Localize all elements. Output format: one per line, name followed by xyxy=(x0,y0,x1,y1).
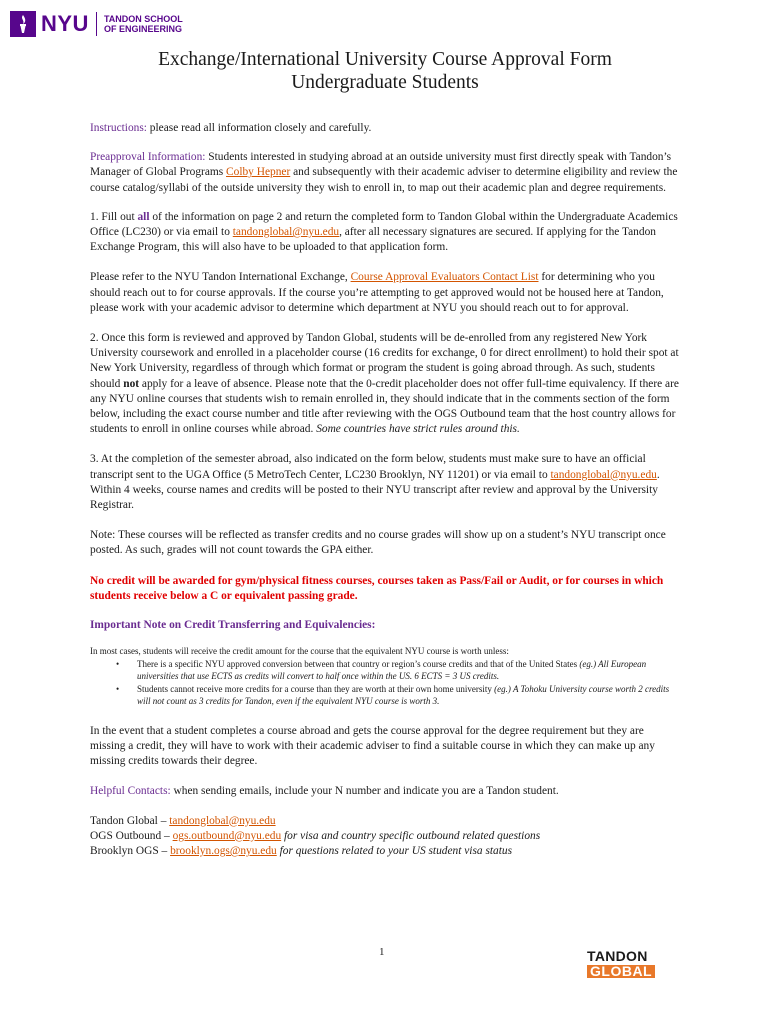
contact-email-link[interactable]: brooklyn.ogs@nyu.edu xyxy=(170,845,277,857)
step3-text-b: . Within 4 weeks, course names and credits will be posted to their NYU transcript after review and approval by the University Registrar. xyxy=(90,468,660,512)
list-item xyxy=(90,683,680,708)
missing-credit-paragraph: In the event that a student completes a course abroad and gets the course approval for the degree requirement but they are missing a credit, they will have to work with their academic adviser to find a suitable course in which they can make up any missing credits towards their degree. xyxy=(90,724,655,768)
helpful-contacts-paragraph xyxy=(90,784,680,799)
important-heading: Important Note on Credit Transferring and Equivalencies: xyxy=(90,619,376,632)
logo-divider xyxy=(96,12,97,36)
bullet-italic: (eg.) All European universities that use ECTS as credits will convert to half once within the US. 6 ECTS = 3 US credits. xyxy=(137,658,647,682)
preapproval-label: Preapproval Information: xyxy=(90,151,206,164)
contact-row xyxy=(90,829,680,844)
colby-hepner-link[interactable]: Colby Hepner xyxy=(226,166,291,179)
contact-name: Tandon Global – xyxy=(90,814,170,827)
important-intro: In most cases, students will receive the credit amount for the course that the equivalent NYU course is worth unless: xyxy=(90,646,509,657)
contacts-list xyxy=(90,814,680,860)
step1-text-a: 1. Fill out xyxy=(90,210,138,223)
no-credit-warning: No credit will be awarded for gym/physical fitness courses, courses taken as Pass/Fail or Audit, or for courses in which students receive below a C or equivalent passing grade. xyxy=(90,574,664,602)
instructions-paragraph xyxy=(90,121,680,136)
step2-text-b: apply for a leave of absence. Please note that the 0-credit placeholder does not offer full-time equivalency. If there are any NYU online courses that students wish to remain enrolled in, they should indicate that in the comments section of the form below, including the exact course number and title after reviewing with the OGS Outbound team that the host country allows for students to enroll in online courses while abroad. xyxy=(90,377,679,436)
title-line1: Exchange/International University Course Approval Form xyxy=(158,49,612,70)
contact-name: Brooklyn OGS – xyxy=(90,845,171,857)
step2-paragraph xyxy=(90,331,680,437)
bullet-icon: • xyxy=(116,683,120,694)
step3-text-a: 3. At the completion of the semester abroad, also indicated on the form below, students must make sure to have an official transcript sent to the UGA Office (5 MetroTech Center, LC230 Brooklyn, NY 11201) or via email to xyxy=(90,453,646,481)
preapproval-text2: and subsequently with their academic adviser to determine eligibility and review the course catalog/syllabi of the outside university they wish to enroll in, to map out their academic plan and degree requirements. xyxy=(90,166,678,194)
instructions-text: please read all information closely and carefully. xyxy=(146,122,372,134)
preapproval-paragraph xyxy=(90,150,680,196)
equivalency-list xyxy=(90,658,680,708)
contact-email-link[interactable]: ogs.outbound@nyu.edu xyxy=(172,829,282,842)
step1-paragraph xyxy=(90,210,680,256)
tandon-global-logo-line1: TANDON xyxy=(587,948,648,964)
note-paragraph: Note: These courses will be reflected as transfer credits and no course grades will show up on a student’s NYU transcript once posted. As such, grades will not count towards the GPA either. xyxy=(90,529,666,557)
nyu-torch-icon xyxy=(10,11,36,37)
document-body xyxy=(90,121,680,859)
tandon-global-logo-line2: GLOBAL xyxy=(587,965,655,978)
school-name-line2: OF ENGINEERING xyxy=(103,24,182,34)
step2-not: not xyxy=(123,377,140,390)
contact-email-link[interactable]: tandonglobal@nyu.edu xyxy=(169,814,276,827)
contact-row xyxy=(90,814,680,829)
important-section xyxy=(90,645,680,708)
title-line2: Undergraduate Students xyxy=(291,72,479,93)
refer-text-a: Please refer to the NYU Tandon International Exchange, xyxy=(90,271,351,284)
page-number: 1 xyxy=(379,946,385,958)
step1-text-b: of the information on page 2 and return the completed form to Tandon Global within the Undergraduate Academics Office (LC230) or via email to xyxy=(90,210,678,239)
page-title xyxy=(0,48,770,94)
instructions-label: Instructions: xyxy=(90,122,147,134)
contact-row xyxy=(90,844,680,859)
tandonglobal-email-link-2[interactable]: tandonglobal@nyu.edu xyxy=(550,468,657,481)
helpful-contacts-label: Helpful Contacts: xyxy=(90,785,171,798)
bullet-text: Students cannot receive more credits for a course than they are worth at their own home university xyxy=(137,683,495,694)
refer-paragraph xyxy=(90,270,680,316)
refer-text-b: for determining who you should reach out to for course approvals. If the course you’re attempting to get approved would not be housed here at Tandon, please work with your academic advisor to determine which department at NYU you should reach out to for approval. xyxy=(90,271,664,314)
bullet-icon: • xyxy=(116,658,120,669)
contact-desc: for visa and country specific outbound related questions xyxy=(281,829,541,842)
step3-paragraph xyxy=(90,452,680,513)
contact-name: OGS Outbound – xyxy=(90,829,173,842)
bullet-text: There is a specific NYU approved conversion between that country or region’s course credits and that of the United States xyxy=(137,658,580,669)
nyu-wordmark: NYU xyxy=(41,11,89,36)
step1-text-c: , after all necessary signatures are secured. If applying for the Tandon Exchange Program, this will also have to be uploaded to that application form. xyxy=(90,226,656,254)
tandon-global-logo xyxy=(587,950,655,981)
step1-all: all xyxy=(137,210,150,223)
school-name-line1: TANDON SCHOOL xyxy=(103,14,183,24)
list-item xyxy=(90,658,680,683)
helpful-contacts-text: when sending emails, include your N number and indicate you are a Tandon student. xyxy=(170,785,559,798)
preapproval-text1: Students interested in studying abroad at an outside university must first directly speak with Tandon’s Manager of Global Programs xyxy=(90,151,672,179)
step2-text-a: 2. Once this form is reviewed and approved by Tandon Global, students will be de-enrolled from any registered New York University coursework and enrolled in a placeholder course (16 credits for exchange, 0 for direct enrollment) to hold their spot at New York University, regardless of through which format or program the student is going abroad through. As such, students should xyxy=(90,332,679,390)
bullet-italic: (eg.) A Tohoku University course worth 2 credits will not count as 3 credits for Tandon, even if the equivalent NYU course is worth 3. xyxy=(137,683,670,707)
contact-desc: for questions related to your US student visa status xyxy=(276,845,513,857)
nyu-tandon-logo xyxy=(10,10,183,38)
school-name xyxy=(104,14,183,34)
tandonglobal-email-link[interactable]: tandonglobal@nyu.edu xyxy=(232,226,340,239)
step2-italic-note: Some countries have strict rules around this. xyxy=(316,423,520,436)
evaluators-contact-list-link[interactable]: Course Approval Evaluators Contact List xyxy=(350,271,539,284)
